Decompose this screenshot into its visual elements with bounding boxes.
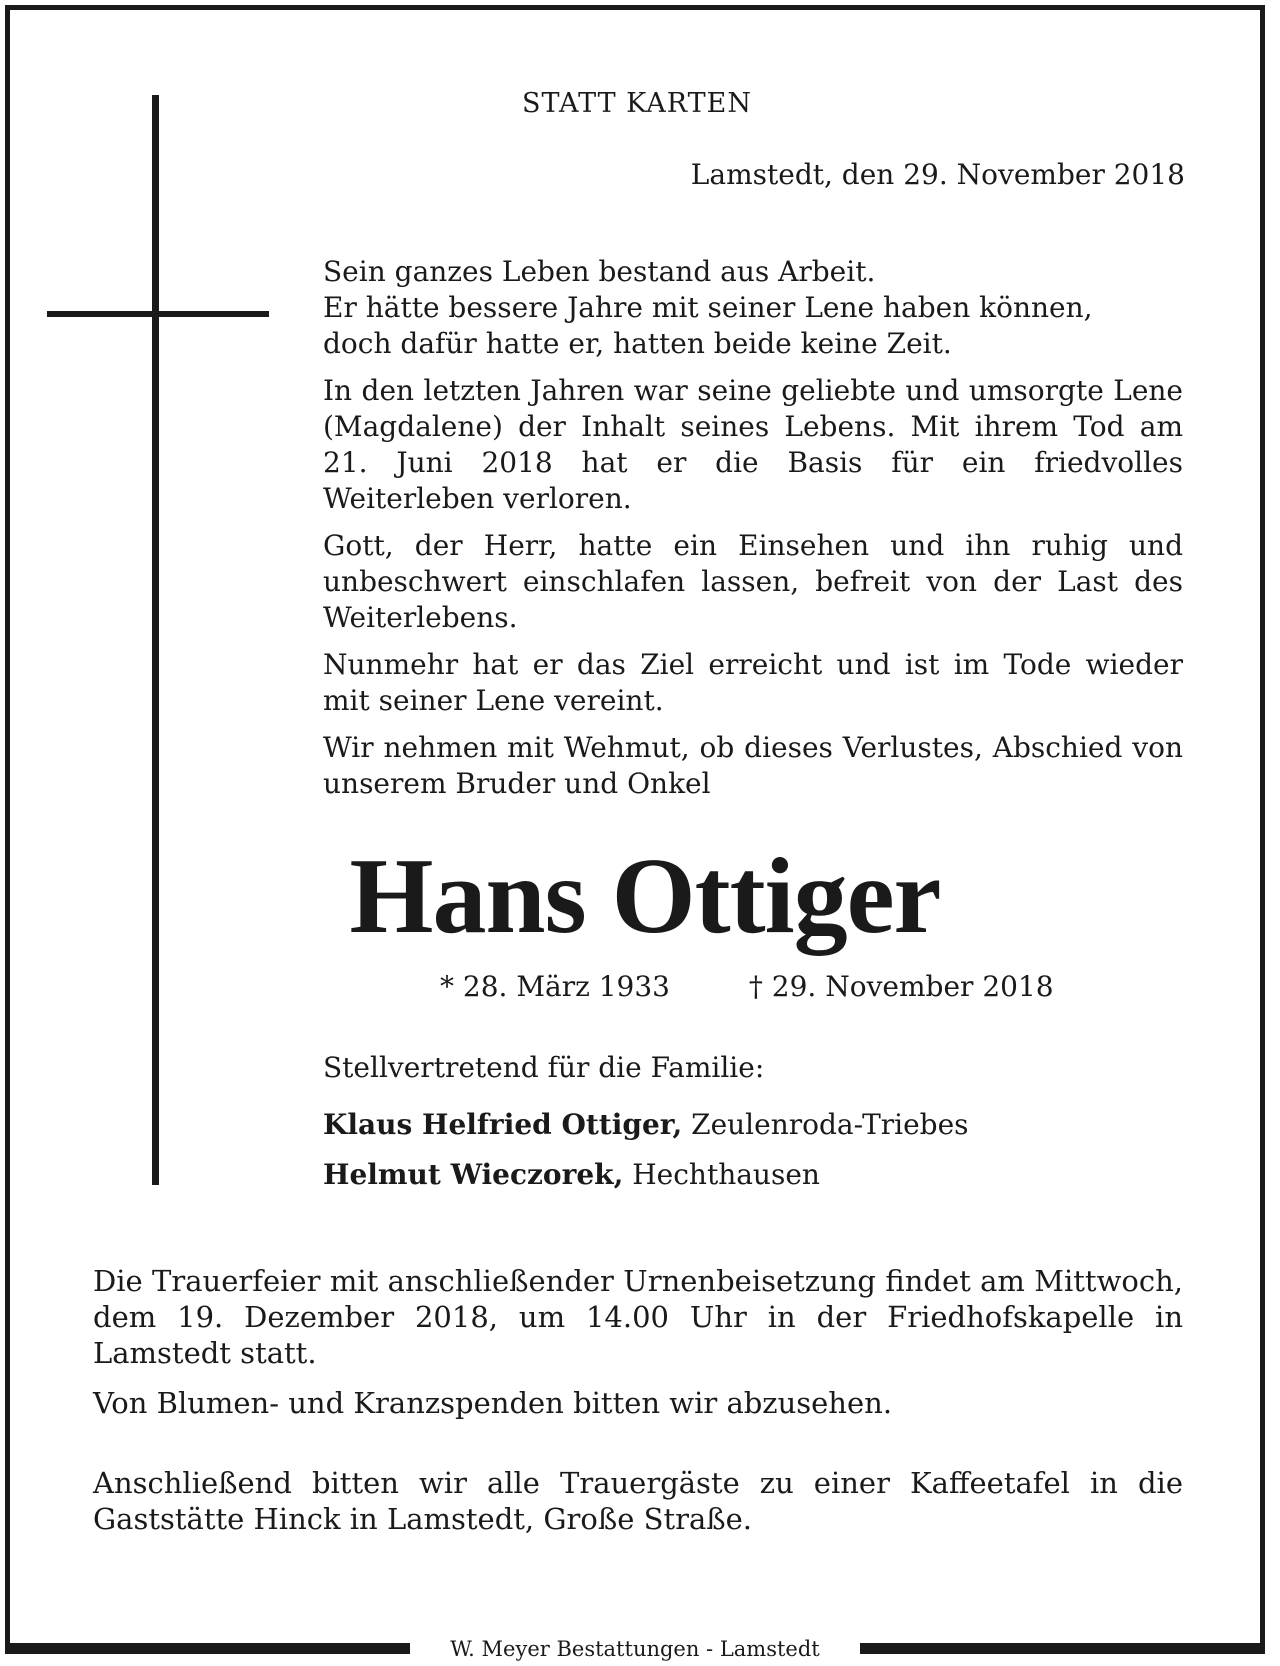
mourner-place: Hechthausen bbox=[632, 1158, 820, 1191]
family-intro: Stellvertretend für die Familie: bbox=[323, 1051, 765, 1084]
mourner-name: Klaus Helfried Ottiger, bbox=[323, 1108, 683, 1141]
cross-icon-horizontal-beam bbox=[47, 311, 269, 317]
paragraph-5: Wir nehmen mit Wehmut, ob dieses Verlustes, Abschied von unserem Bruder und Onkel bbox=[323, 731, 1183, 800]
birth-date: * 28. März 1933 bbox=[440, 970, 670, 1003]
notice-header: STATT KARTEN bbox=[522, 88, 752, 119]
mourner-place: Zeulenroda-Triebes bbox=[691, 1108, 969, 1141]
footer-undertaker: W. Meyer Bestattungen - Lamstedt bbox=[410, 1635, 860, 1663]
death-date: † 29. November 2018 bbox=[748, 970, 1054, 1003]
obituary-text bbox=[323, 254, 1183, 813]
footer-rule-right bbox=[860, 1643, 1265, 1653]
paragraph-1-text: Sein ganzes Leben bestand aus Arbeit. Er hätte bessere Jahre mit seiner Lene haben können, doch dafür hatte er, hatten beide keine Zeit. bbox=[323, 255, 1093, 360]
mourner-entry bbox=[323, 1158, 820, 1191]
service-paragraph-funeral: Die Trauerfeier mit anschließender Urnenbeisetzung findet am Mittwoch, dem 19. Dezember 2018, um 14.00 Uhr in der Friedhofskapelle in Lamstedt statt. bbox=[93, 1264, 1183, 1370]
deceased-name: Hans Ottiger bbox=[349, 837, 941, 956]
service-paragraph-coffee: Anschließend bitten wir alle Trauergäste zu einer Kaffeetafel in die Gaststätte Hinck in Lamstedt, Große Straße. bbox=[93, 1466, 1183, 1536]
paragraph-1 bbox=[323, 254, 1183, 362]
mourner-name: Helmut Wieczorek, bbox=[323, 1158, 624, 1191]
service-info bbox=[93, 1263, 1183, 1551]
life-dates bbox=[440, 970, 1054, 1003]
mourner-entry bbox=[323, 1108, 969, 1141]
footer-rule-left bbox=[5, 1643, 410, 1653]
paragraph-3: Gott, der Herr, hatte ein Einsehen und ihn ruhig und unbeschwert einschlafen lassen, befreit von der Last des Weiterlebens. bbox=[323, 529, 1183, 634]
cross-icon-vertical-beam bbox=[152, 95, 159, 1185]
place-date: Lamstedt, den 29. November 2018 bbox=[690, 158, 1185, 191]
paragraph-4: Nunmehr hat er das Ziel erreicht und ist im Tode wieder mit seiner Lene vereint. bbox=[323, 648, 1183, 717]
service-paragraph-flowers: Von Blumen- und Kranzspenden bitten wir abzusehen. bbox=[93, 1386, 893, 1420]
paragraph-2: In den letzten Jahren war seine geliebte und umsorgte Lene (Magdalene) der Inhalt seines Lebens. Mit ihrem Tod am 21. Juni 2018 hat er die Basis für ein friedvolles Weiterleben verloren. bbox=[323, 374, 1183, 515]
